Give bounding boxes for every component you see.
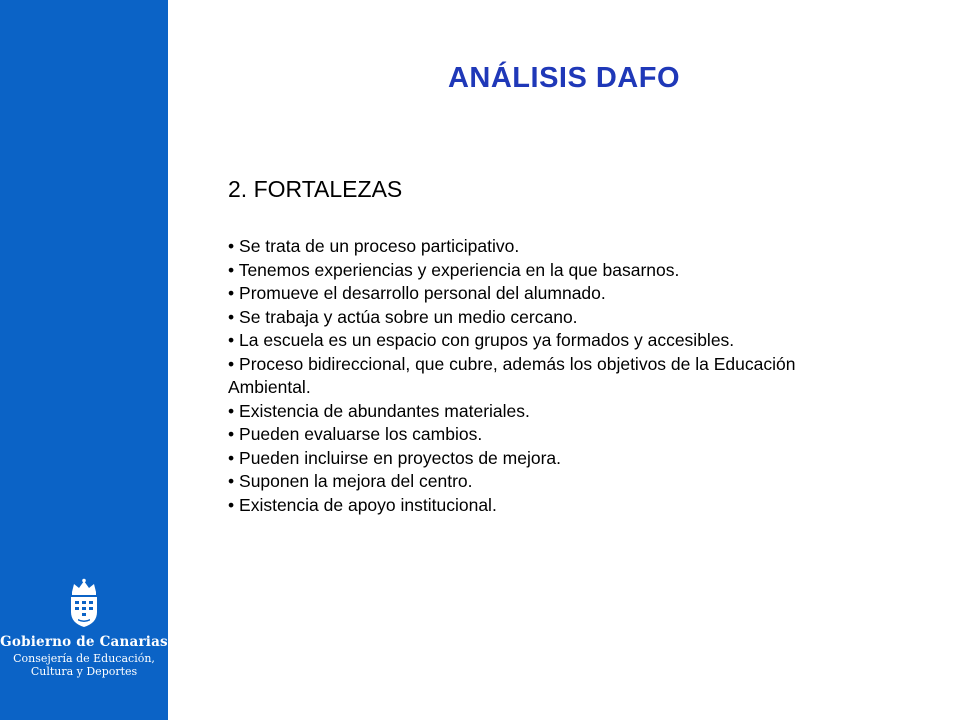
slide-title: ANÁLISIS DAFO — [447, 62, 681, 94]
bullet: • — [228, 353, 235, 374]
list-item-text: Se trata de un proceso participativo. — [239, 236, 520, 256]
list-item — [228, 306, 838, 330]
section-heading: 2. FORTALEZAS — [228, 176, 403, 202]
list-item — [228, 400, 838, 424]
list-item — [228, 470, 838, 494]
coat-of-arms-icon — [66, 578, 102, 628]
list-item-text: Suponen la mejora del centro. — [239, 471, 473, 491]
org-department — [0, 652, 168, 678]
sidebar — [0, 0, 168, 720]
list-item — [228, 235, 838, 259]
list-item-text: La escuela es un espacio con grupos ya formados y accesibles. — [239, 330, 735, 350]
bullet: • — [228, 400, 235, 421]
list-item-text: Proceso bidireccional, que cubre, además los objetivos de la Educación Ambiental. — [228, 353, 796, 397]
list-item-text: Existencia de apoyo institucional. — [239, 494, 497, 515]
bullet: • — [228, 471, 235, 491]
org-department-line1: Consejería de Educación, — [13, 652, 155, 665]
list-item — [228, 494, 838, 518]
list-item — [228, 447, 838, 471]
list-item-text: Existencia de abundantes materiales. — [239, 400, 530, 421]
list-item-text: Se trabaja y actúa sobre un medio cercano. — [239, 306, 578, 327]
bullet: • — [228, 259, 235, 280]
list-item — [228, 423, 838, 447]
org-department-line2: Cultura y Deportes — [30, 665, 138, 678]
list-item — [228, 353, 838, 400]
bullet: • — [228, 494, 235, 515]
list-item-text: Tenemos experiencias y experiencia en la que basarnos. — [238, 259, 680, 280]
list-item-text: Promueve el desarrollo personal del alumnado. — [239, 283, 606, 303]
bullet: • — [228, 306, 235, 327]
bullet: • — [228, 424, 235, 444]
bullet: • — [228, 447, 235, 468]
bullet: • — [228, 283, 235, 303]
list-item-text: Pueden evaluarse los cambios. — [239, 424, 483, 444]
list-item — [228, 259, 838, 283]
list-item-text: Pueden incluirse en proyectos de mejora. — [239, 447, 562, 468]
org-name: Gobierno de Canarias — [0, 634, 168, 650]
government-logo — [0, 578, 168, 678]
strengths-list — [228, 235, 838, 517]
bullet: • — [228, 330, 235, 350]
list-item — [228, 282, 838, 306]
bullet: • — [228, 236, 235, 256]
list-item — [228, 329, 838, 353]
